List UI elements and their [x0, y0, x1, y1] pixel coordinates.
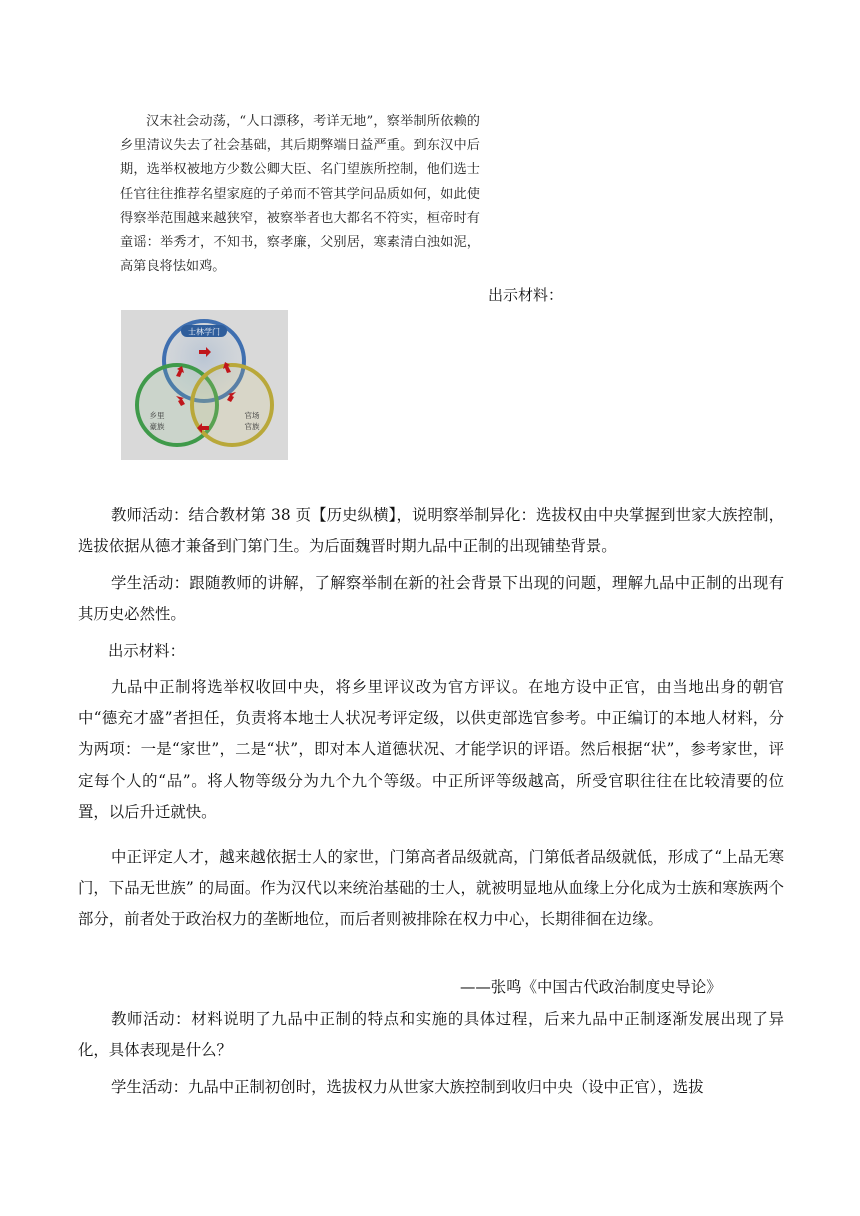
quote-text: 汉末社会动荡，“人口漂移，考详无地”，察举制所依赖的乡里清议失去了社会基础，其后期弊端日益严重。到东汉中后期，选举权被地方少数公卿大臣、名门望族所控制，他们选士任官往往推荐名望家庭的子弟而不管其学问品质如何，如此使得察举范围越来越狭窄，被察举者也大都名不符实，桓帝时有童谣：举秀才，不知书，察孝廉，父别居，寒素清白浊如泥，高第良将怯如鸡。: [120, 114, 480, 275]
quote-block: [120, 110, 480, 279]
material-source: ——张鸣《中国古代政治制度史导论》: [460, 978, 722, 996]
material-para-2-text: 中正评定人才，越来越依据士人的家世，门第高者品级就高，门第低者品级就低，形成了“上品无寒门，下品无世族” 的局面。作为汉代以来统治基础的士人，就被明显地从血缘上分化成为士族和寒族两个部分，前者处于政治权力的垄断地位，而后者则被排除在权力中心，长期徘徊在边缘。: [78, 848, 784, 929]
label-left-1: 乡里: [149, 411, 165, 420]
venn-diagram: [121, 310, 288, 460]
student-activity-1: [78, 568, 784, 630]
student-activity-2: [78, 1072, 784, 1103]
material-para-1-text: 九品中正制将选举权收回中央，将乡里评议改为官方评议。在地方设中正官，由当地出身的朝官中“德充才盛”者担任，负责将本地士人状况考评定级，以供吏部选官参考。中正编订的本地人材料，分为两项：一是“家世”，二是“状”，即对本人道德状况、才能学识的评语。然后根据“状”，参考家世，评定每个人的“品”。将人物等级分为九个九个等级。中正所评等级越高，所受官职往往在比较清要的位置，以后升迁就快。: [78, 678, 784, 821]
teacher-activity-1: [78, 500, 784, 562]
circle-right: [192, 365, 272, 445]
show-material-label: 出示材料：: [488, 286, 564, 304]
label-right-2: 官族: [244, 422, 260, 431]
show-material-2: [78, 636, 784, 667]
material-para-1: [78, 672, 784, 828]
teacher-activity-2-text: 教师活动：材料说明了九品中正制的特点和实施的具体过程，后来九品中正制逐渐发展出现了异化，具体表现是什么？: [78, 1010, 784, 1060]
label-right-1: 官场: [244, 411, 260, 420]
label-top: 士林学门: [188, 327, 220, 337]
show-material-label-2: 出示材料：: [108, 642, 185, 660]
teacher-activity-2: [78, 1004, 784, 1066]
student-activity-2-text: 学生活动：九品中正制初创时，选拔权力从世家大族控制到收归中央（设中正官），选拔: [111, 1078, 704, 1096]
material-para-2: [78, 842, 784, 936]
venn-diagram-svg: [121, 310, 288, 460]
teacher-activity-1-text: 教师活动：结合教材第 38 页【历史纵横】，说明察举制异化：选拔权由中央掌握到世家大族控制，选拔依据从德才兼备到门第门生。为后面魏晋时期九品中正制的出现铺垫背景。: [78, 506, 784, 556]
student-activity-1-text: 学生活动：跟随教师的讲解，了解察举制在新的社会背景下出现的问题，理解九品中正制的出现有其历史必然性。: [78, 574, 784, 624]
label-left-2: 豪族: [149, 422, 165, 431]
